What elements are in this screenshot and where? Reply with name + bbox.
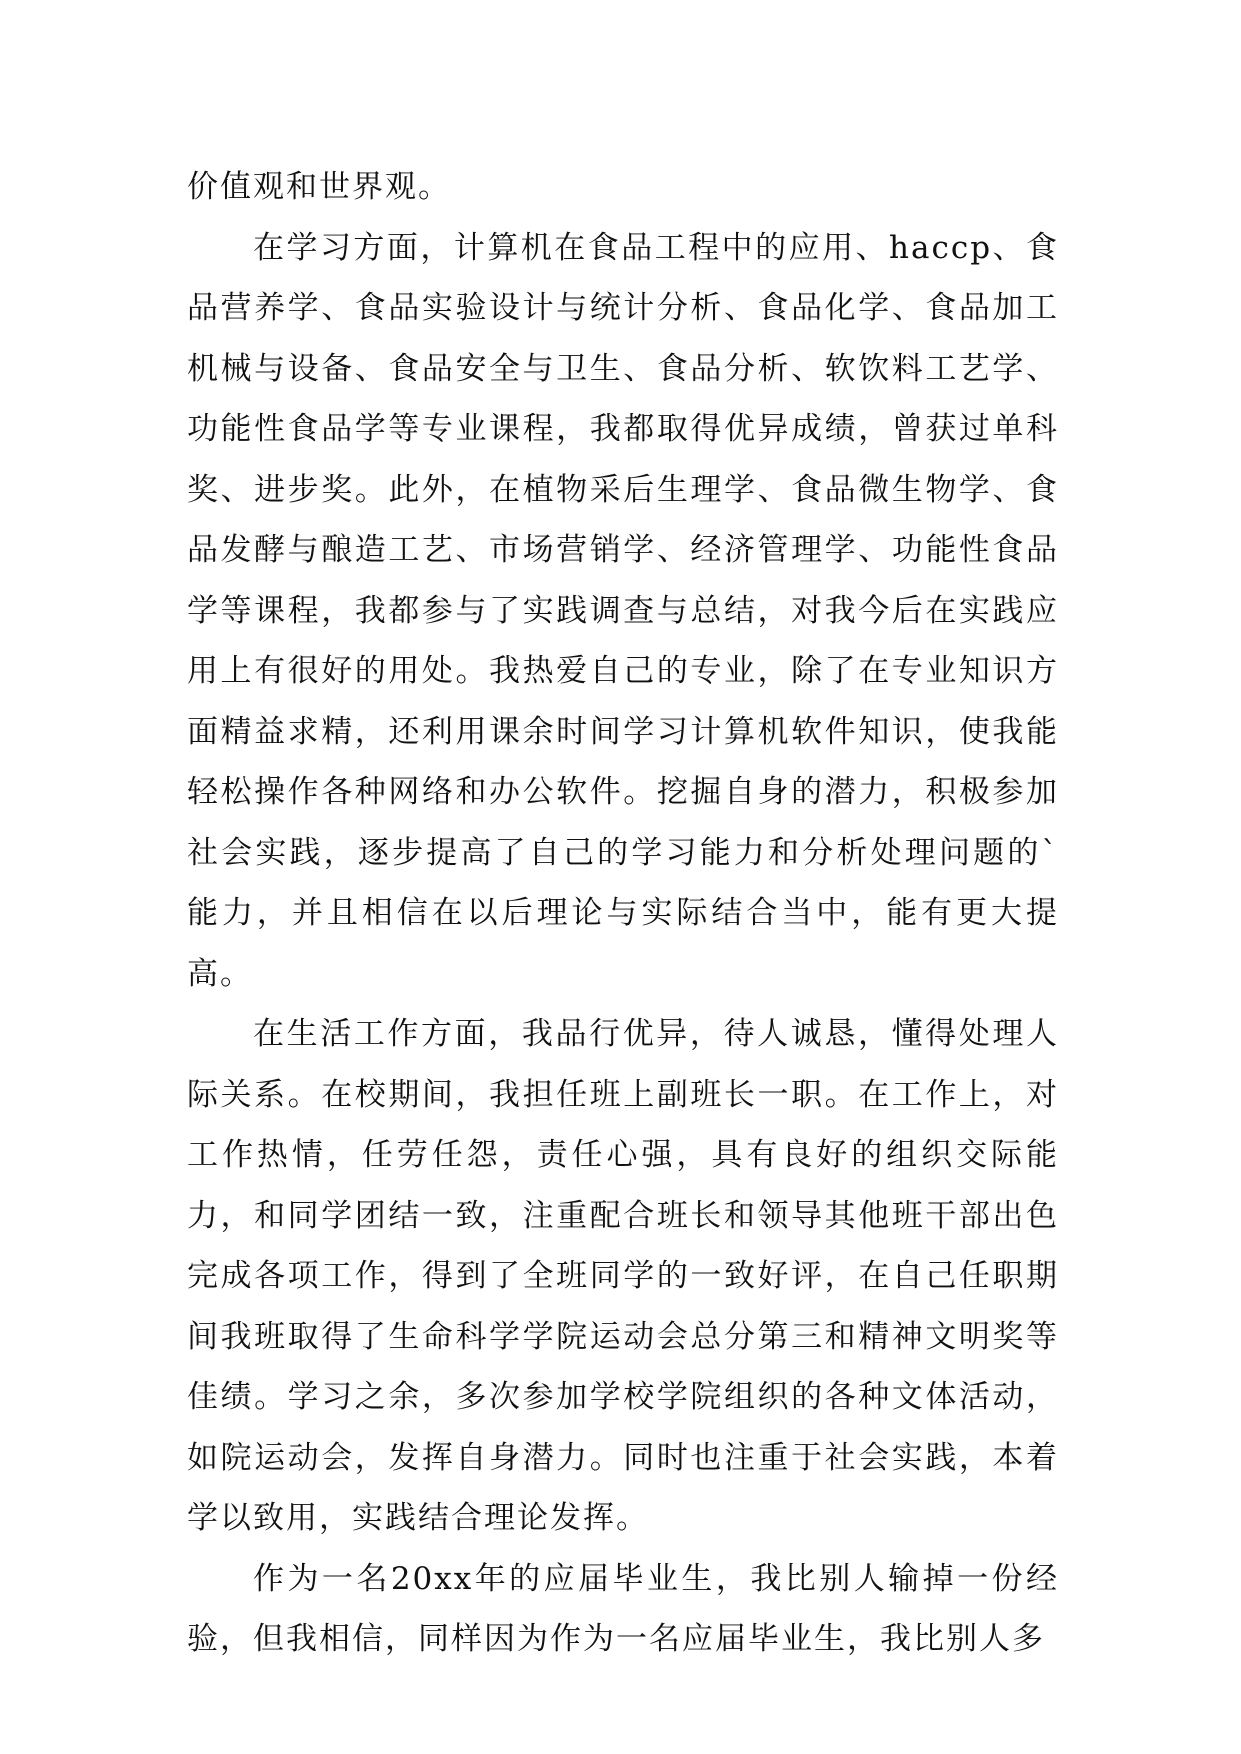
paragraph-graduate: 作为一名20xx年的应届毕业生，我比别人输掉一份经验，但我相信，同样因为作为一名应届毕业生，我比别人多 (187, 1560, 1059, 1657)
document-body (187, 157, 1059, 1670)
paragraph-continuation: 价值观和世界观。 (187, 169, 451, 205)
paragraph-study: 在学习方面，计算机在食品工程中的应用、haccp、食品营养学、食品实验设计与统计分析、食品化学、食品加工机械与设备、食品安全与卫生、食品分析、软饮料工艺学、功能性食品学等专业课程，我都取得优异成绩，曾获过单科奖、进步奖。此外，在植物采后生理学、食品微生物学、食品发酵与酿造工艺、市场营销学、经济管理学、功能性食品学等课程，我都参与了实践调查与总结，对我今后在实践应用上有很好的用处。我热爱自己的专业，除了在专业知识方面精益求精，还利用课余时间学习计算机软件知识，使我能轻松操作各种网络和办公软件。挖掘自身的潜力，积极参加社会实践，逐步提高了自己的学习能力和分析处理问题的`能力，并且相信在以后理论与实际结合当中，能有更大提高。 (187, 229, 1059, 992)
paragraph-life-work: 在生活工作方面，我品行优异，待人诚恳，懂得处理人际关系。在校期间，我担任班上副班长一职。在工作上，对工作热情，任劳任怨，责任心强，具有良好的组织交际能力，和同学团结一致，注重配合班长和领导其他班干部出色完成各项工作，得到了全班同学的一致好评，在自己任职期间我班取得了生命科学学院运动会总分第三和精神文明奖等佳绩。学习之余，多次参加学校学院组织的各种文体活动，如院运动会，发挥自身潜力。同时也注重于社会实践，本着学以致用，实践结合理论发挥。 (187, 1016, 1059, 1536)
